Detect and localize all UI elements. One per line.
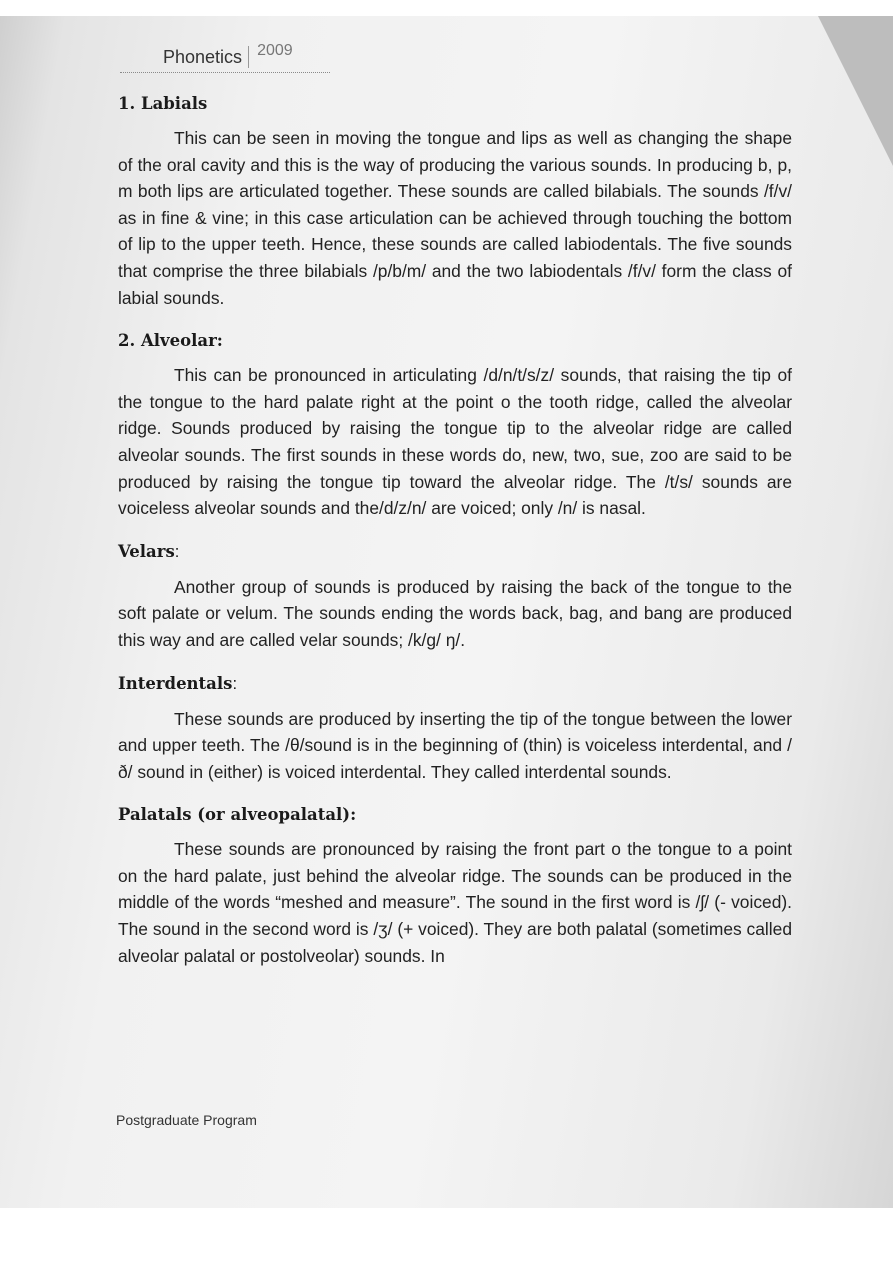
page-fold: [818, 16, 893, 166]
page-content: [118, 94, 792, 989]
section-body: These sounds are pronounced by raising the front part o the tongue to a point on the hard palate, just behind the alveolar ridge. The sounds can be produced in the middle of the words “meshed and measure”. The sound in the first word is /ʃ/ (- voiced). The sound in the second word is /ʒ/ (+ voiced). They are both palatal (sometimes called alveolar palatal or postolveolar) sounds. In: [118, 839, 792, 966]
heading-text: Interdentals: [118, 673, 233, 693]
section-velars: [118, 542, 792, 654]
header-title: Phonetics: [163, 47, 243, 67]
section-interdentals: [118, 674, 792, 786]
section-palatals: [118, 805, 792, 969]
header-divider: [248, 46, 249, 68]
section-body: Another group of sounds is produced by raising the back of the tongue to the soft palate or velum. The sounds ending the words back, bag, and bang are produced this way and are called velar sounds; /k/g/ ŋ/.: [118, 576, 792, 650]
section-body: These sounds are produced by inserting the tip of the tongue between the lower and upper teeth. The /θ/sound is in the beginning of (thin) is voiceless interdental, and /ð/ sound in (either) is voiced interdental. They called interdental sounds.: [118, 708, 792, 782]
page-header: [120, 42, 330, 73]
section-heading: 2. Alveolar:: [118, 331, 223, 351]
heading-colon: :: [232, 674, 238, 693]
section-body: This can be pronounced in articulating /d/n/t/s/z/ sounds, that raising the tip of the tongue to the hard palate right at the point o the tooth ridge, called the alveolar ridge. Sounds produced by raising the tongue tip to the alveolar ridge are called alveolar sounds. The first sounds in these words do, new, two, sue, zoo are said to be produced by raising the tongue tip toward the alveolar ridge. The /t/s/ sounds are voiceless alveolar sounds and the/d/z/n/ are voiced; only /n/ is nasal.: [118, 365, 792, 519]
section-heading: [118, 674, 792, 694]
section-heading: Palatals (or alveopalatal):: [118, 805, 357, 825]
section-heading: [118, 542, 792, 562]
heading-text: Velars: [118, 541, 175, 561]
section-labials: [118, 94, 792, 311]
section-alveolar: [118, 331, 792, 522]
page-footer: Postgraduate Program: [116, 1112, 257, 1128]
section-body: This can be seen in moving the tongue and lips as well as changing the shape of the oral cavity and this is the way of producing the various sounds. In producing b, p, m both lips are articulated together. These sounds are called bilabials. The sounds /f/v/ as in fine & vine; in this case articulation can be achieved through touching the bottom of lip to the upper teeth. Hence, these sounds are called labiodentals. The five sounds that comprise the three bilabials /p/b/m/ and the two labiodentals /f/v/ form the class of labial sounds.: [118, 128, 792, 308]
header-year: 2009: [257, 42, 293, 59]
heading-colon: :: [174, 542, 180, 561]
section-heading: 1. Labials: [118, 94, 208, 113]
page-photo: [0, 16, 893, 1208]
